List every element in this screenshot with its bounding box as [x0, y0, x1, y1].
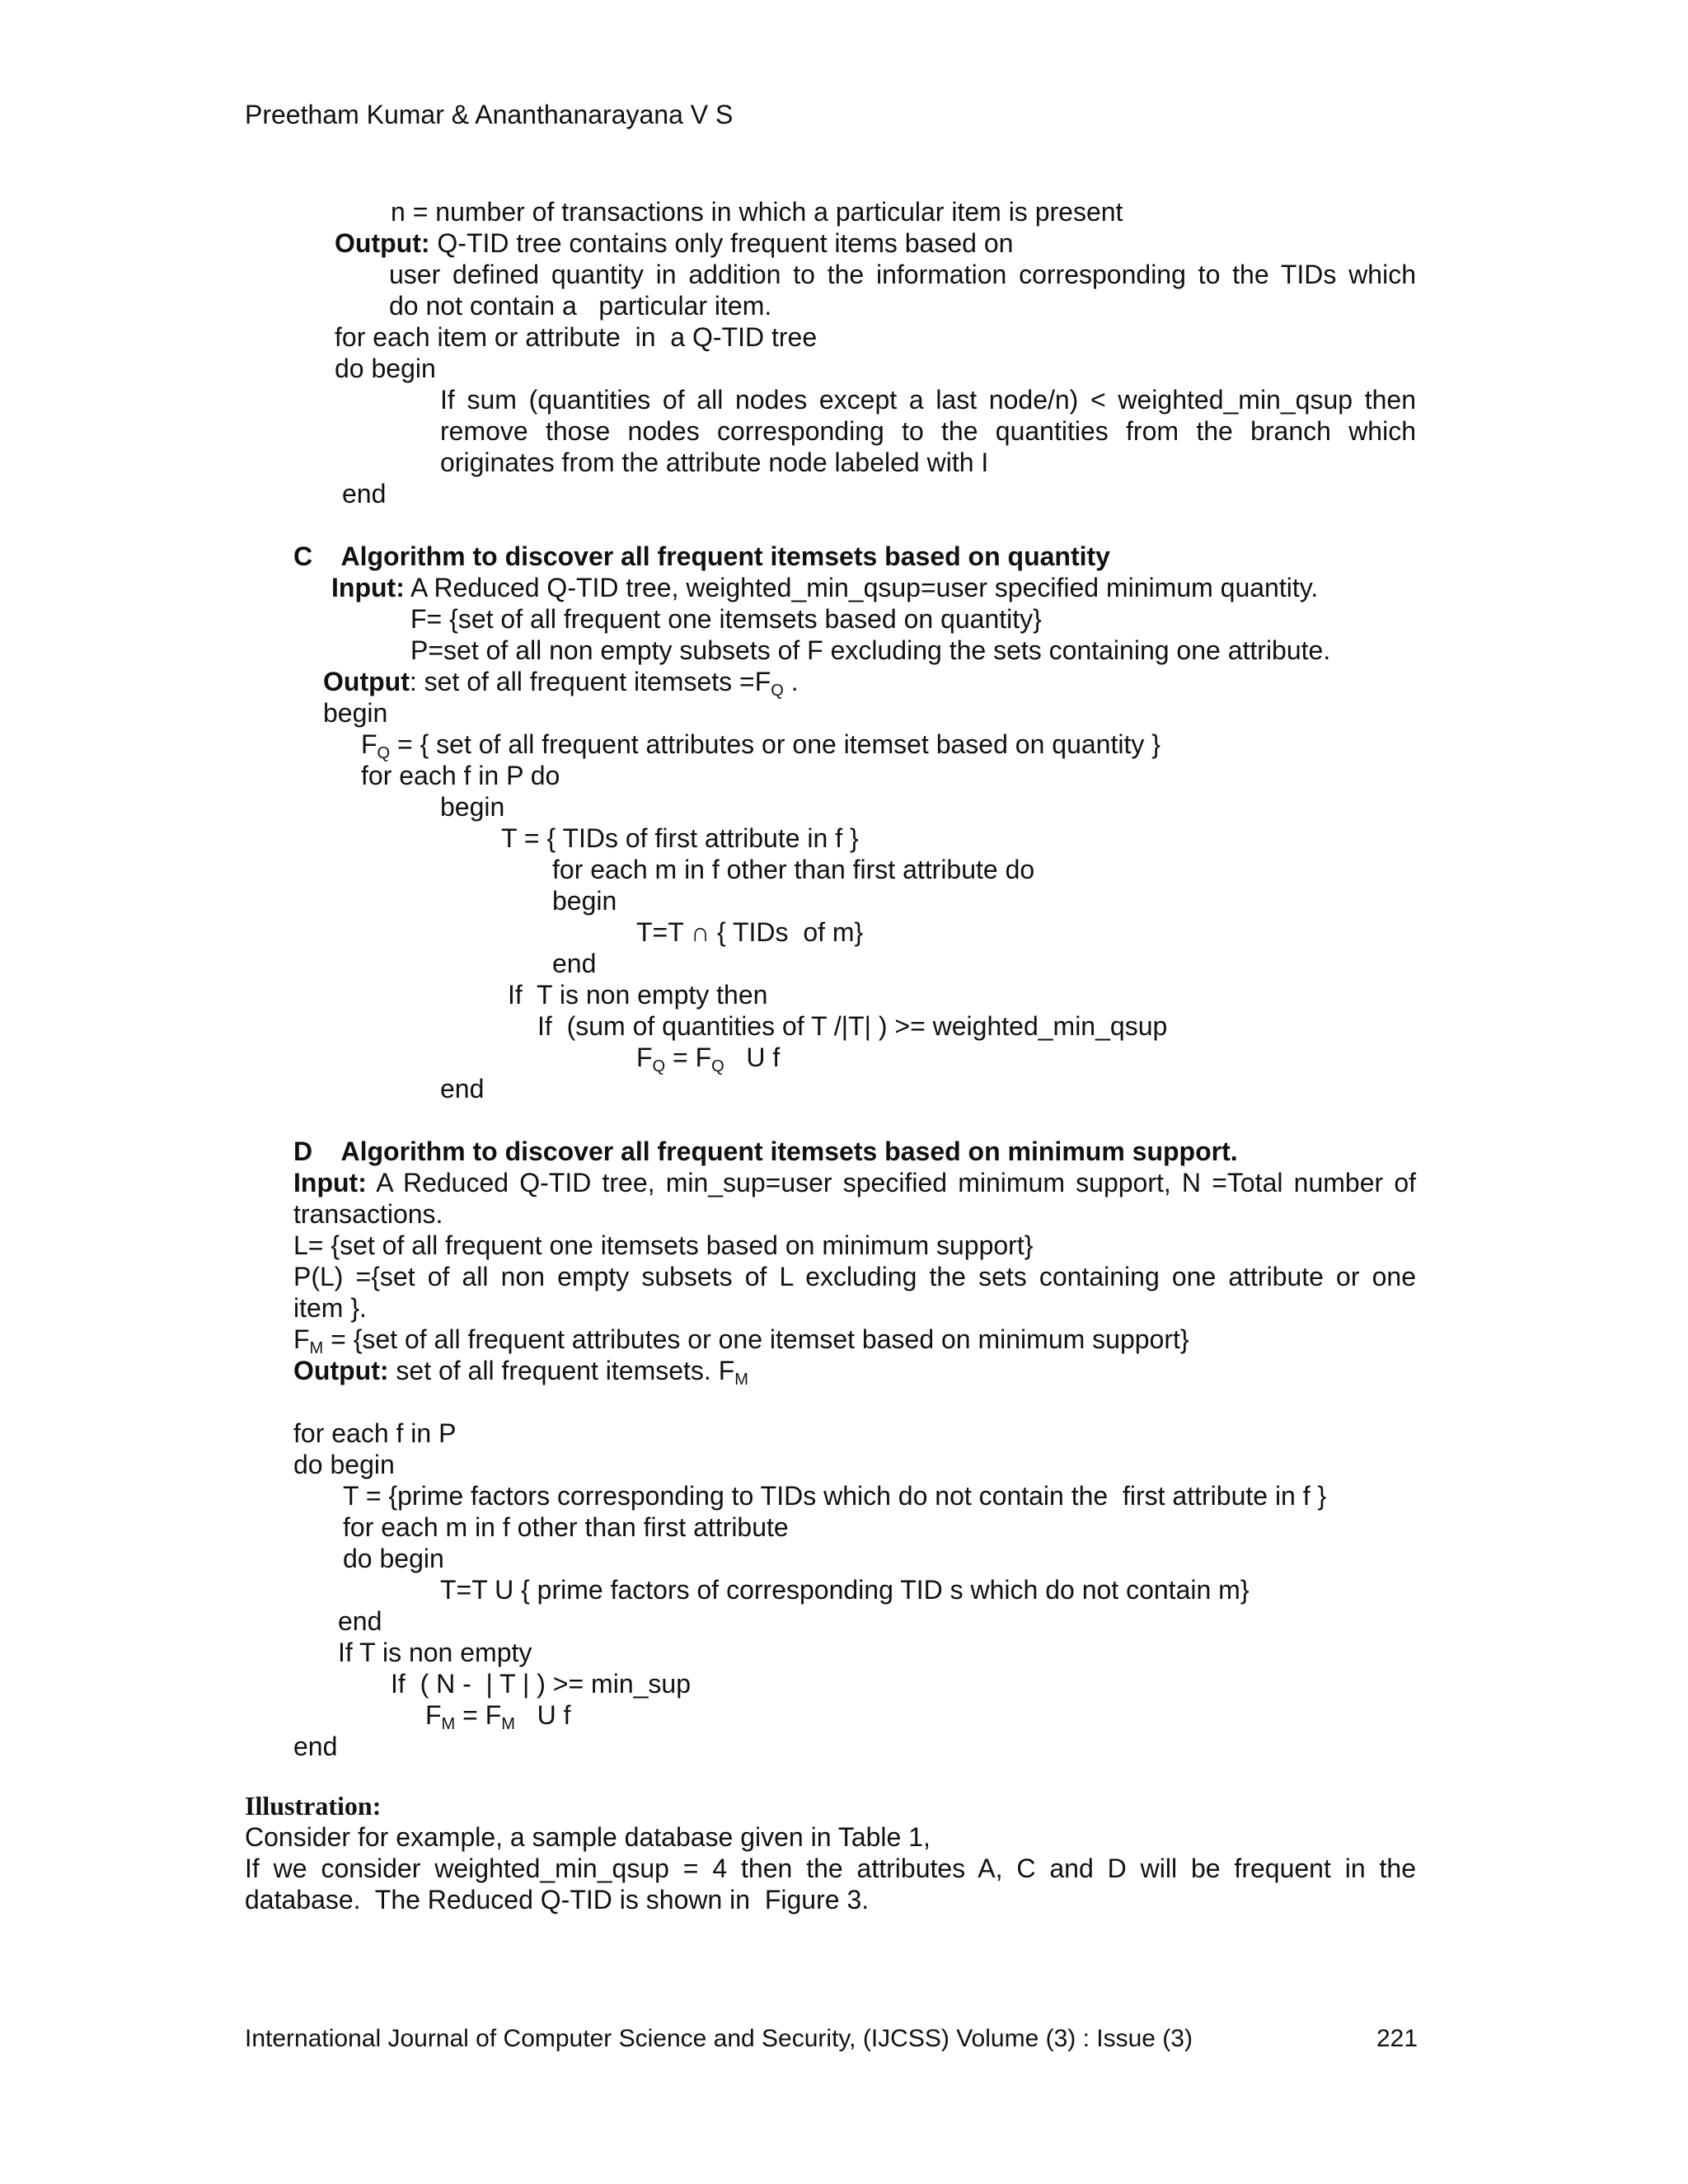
algo-b-output-line: [335, 227, 1013, 259]
input-label: Input:: [293, 1168, 367, 1197]
algo-d-pl-definition-1: P(L) ={set of all non empty subsets of L excluding the sets containing one attribute or one: [293, 1262, 1416, 1291]
fq-subscript-2: Q: [711, 1057, 724, 1076]
algo-d-t-union: T=T U { prime factors of corresponding TID s which do not contain m}: [440, 1575, 1250, 1605]
fm-equals: = F: [455, 1700, 502, 1730]
algo-d-if-nonempty: If T is non empty: [338, 1638, 532, 1667]
algo-c-for-each-f: for each f in P do: [361, 761, 560, 790]
algo-c-output-line: [323, 666, 799, 700]
fm-subscript-2: M: [501, 1715, 515, 1733]
illustration-heading: Illustration:: [245, 1791, 382, 1821]
input-text: A Reduced Q-TID tree, weighted_min_qsup=user specified minimum quantity.: [404, 573, 1319, 602]
fq-symbol: F: [361, 729, 377, 759]
fq-rest: = { set of all frequent attributes or one itemset based on quantity }: [390, 729, 1160, 759]
output-subscript: Q: [771, 682, 784, 700]
fq-equals: = F: [665, 1043, 712, 1072]
algo-d-heading: D Algorithm to discover all frequent itemsets based on minimum support.: [293, 1137, 1238, 1166]
algo-c-if-nonempty: If T is non empty then: [508, 980, 768, 1010]
algo-c-begin-2: begin: [440, 792, 505, 822]
algo-b-end: end: [342, 479, 387, 509]
algo-d-end-outer: end: [293, 1732, 338, 1761]
output-text: set of all frequent itemsets. F: [388, 1356, 735, 1385]
algo-b-output-cont1: user defined quantity in addition to the information corresponding to the TIDs which: [389, 260, 1416, 289]
algo-c-heading: C Algorithm to discover all frequent itemsets based on quantity: [293, 541, 1110, 571]
algo-b-do-begin: do begin: [335, 354, 436, 383]
output-text: Q-TID tree contains only frequent items based on: [429, 228, 1014, 258]
algo-d-input-line: [293, 1167, 1416, 1198]
output-label: Output:: [293, 1356, 389, 1385]
algo-d-for-each-f: for each f in P: [293, 1418, 457, 1448]
footer-journal: International Journal of Computer Science and Security, (IJCSS) Volume (3) : Issue (3): [245, 2025, 1193, 2052]
algo-c-fq-update: [636, 1042, 781, 1076]
algo-c-if-sum: If (sum of quantities of T /|T| ) >= weighted_min_qsup: [537, 1011, 1168, 1041]
fm-union: U f: [514, 1700, 571, 1730]
running-header: Preetham Kumar & Ananthanarayana V S: [245, 100, 734, 129]
output-end: .: [783, 667, 799, 696]
fm-subscript: M: [309, 1339, 324, 1357]
fm-symbol: F: [293, 1324, 310, 1354]
fq-subscript: Q: [652, 1057, 666, 1076]
fq-union: U f: [724, 1043, 781, 1072]
algo-c-begin: begin: [323, 698, 388, 728]
fq-subscript: Q: [377, 744, 391, 762]
algo-d-pl-definition-2: item }.: [293, 1293, 367, 1323]
algo-b-if-line2: remove those nodes corresponding to the quantities from the branch which: [440, 416, 1416, 446]
algo-d-end-inner: end: [338, 1606, 382, 1636]
algo-c-t-definition: T = { TIDs of first attribute in f }: [501, 823, 859, 853]
algo-c-end-inner: end: [552, 949, 597, 978]
algo-d-output-line: [293, 1355, 748, 1389]
algo-d-input-cont: transactions.: [293, 1199, 443, 1229]
algo-d-for-each-m: for each m in f other than first attribute: [343, 1512, 789, 1542]
algo-d-t-definition: T = {prime factors corresponding to TIDs which do not contain the first attribute in f }: [343, 1481, 1327, 1511]
algo-c-fq-init: [361, 729, 1160, 760]
algo-c-end-outer: end: [440, 1074, 485, 1104]
algo-d-l-definition: L= {set of all frequent one itemsets based on minimum support}: [293, 1230, 1034, 1260]
output-text: : set of all frequent itemsets =F: [409, 667, 771, 696]
output-label: Output:: [335, 228, 430, 258]
algo-d-do-begin-2: do begin: [343, 1544, 444, 1573]
input-text: A Reduced Q-TID tree, min_sup=user specified minimum support, N =Total number of: [366, 1168, 1416, 1197]
output-subscript: M: [734, 1371, 748, 1389]
algo-c-p-definition: P=set of all non empty subsets of F excluding the sets containing one attribute.: [410, 635, 1331, 665]
fm-symbol: F: [425, 1700, 442, 1730]
fq-symbol: F: [636, 1043, 653, 1072]
algo-c-input-line: [331, 572, 1318, 603]
algo-d-fm-update: [425, 1699, 570, 1731]
illustration-line-1: Consider for example, a sample database given in Table 1,: [245, 1822, 931, 1852]
algo-d-fm-init: [293, 1324, 1189, 1355]
output-label: Output: [323, 667, 410, 696]
footer-page-number: 221: [1376, 2025, 1418, 2052]
input-label: Input:: [331, 573, 405, 602]
algo-b-if-line1: If sum (quantities of all nodes except a last node/n) < weighted_min_qsup then: [440, 385, 1416, 415]
fm-subscript: M: [441, 1715, 456, 1733]
algo-c-for-each-m: for each m in f other than first attribute do: [552, 855, 1035, 884]
algo-b-for-each: for each item or attribute in a Q-TID tree: [335, 322, 818, 352]
algo-b-if-line3: originates from the attribute node labeled with I: [440, 448, 989, 477]
illustration-line-3: database. The Reduced Q-TID is shown in Figure 3.: [245, 1885, 870, 1915]
algo-d-do-begin: do begin: [293, 1450, 395, 1479]
illustration-line-2: If we consider weighted_min_qsup = 4 then the attributes A, C and D will be frequent in the: [245, 1854, 1416, 1883]
algo-c-t-intersect: T=T ∩ { TIDs of m}: [636, 917, 864, 947]
algo-c-begin-3: begin: [552, 886, 617, 916]
n-definition: n = number of transactions in which a particular item is present: [391, 197, 1123, 227]
algo-d-if-minsup: If ( N - | T | ) >= min_sup: [391, 1669, 691, 1699]
fm-rest: = {set of all frequent attributes or one itemset based on minimum support}: [323, 1324, 1189, 1354]
algo-b-output-cont2: do not contain a particular item.: [389, 291, 772, 321]
algo-c-f-definition: F= {set of all frequent one itemsets based on quantity}: [410, 604, 1042, 634]
